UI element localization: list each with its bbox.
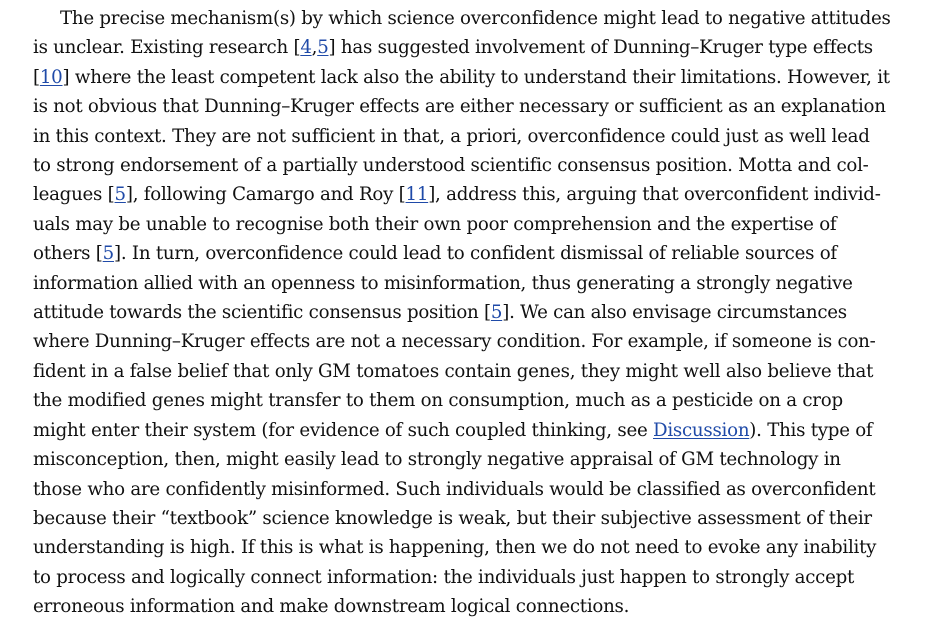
- text-run: others: [33, 243, 96, 265]
- citation-bracket: ]: [113, 243, 121, 265]
- citation-link-4[interactable]: 4: [300, 37, 312, 59]
- citation-bracket: [: [484, 302, 491, 324]
- text-line: [33, 4, 913, 33]
- text-run: has suggested involvement of Dunning–Kruger type effects: [335, 37, 873, 59]
- text-run: is not obvious that Dunning–Kruger effects are either necessary or sufficient as an explanation: [33, 96, 886, 118]
- citation-link-11[interactable]: 11: [405, 184, 429, 206]
- text-run: fident in a false belief that only GM tomatoes contain genes, they might well also believe that: [33, 360, 874, 382]
- citation-link-5[interactable]: 5: [317, 37, 329, 59]
- text-run: The precise mechanism(s) by which science overconfidence might lead to negative attitudes: [60, 8, 891, 29]
- text-line: [33, 592, 913, 621]
- citation-bracket: ]: [125, 184, 133, 206]
- citation-bracket: ,: [311, 37, 318, 59]
- text-run: . In turn, overconfidence could lead to confident dismissal of reliable sources of: [120, 243, 837, 265]
- text-run: is unclear. Existing research: [33, 37, 294, 59]
- body-paragraph: [33, 4, 913, 622]
- citation-link-5[interactable]: 5: [114, 184, 126, 206]
- text-run: because their “textbook” science knowledge is weak, but their subjective assessment of their: [33, 507, 872, 529]
- citation-bracket: [: [293, 37, 301, 59]
- text-line: [33, 416, 913, 445]
- text-line: [33, 327, 913, 356]
- text-line: [33, 33, 913, 62]
- text-line: [33, 533, 913, 562]
- text-line: [33, 445, 913, 474]
- text-run: , following Camargo and Roy: [132, 184, 399, 206]
- citation-bracket: [: [398, 184, 406, 206]
- text-run: misconception, then, might easily lead to strongly negative appraisal of GM technology in: [33, 449, 841, 471]
- citation-bracket: ]: [428, 184, 436, 206]
- text-line: [33, 269, 913, 298]
- citation-bracket: ]: [502, 302, 510, 324]
- text-run: in this context. They are not sufficient in that, a priori, overconfidence could just as well lead: [33, 125, 870, 147]
- text-run: those who are confidently misinformed. Such individuals would be classified as overconfident: [33, 478, 876, 500]
- text-line: [33, 122, 913, 151]
- text-run: attitude towards the scientific consensus position: [33, 302, 485, 324]
- text-run: information allied with an openness to misinformation, thus generating a strongly negative: [33, 272, 853, 294]
- text-line: [33, 92, 913, 121]
- text-line: [33, 504, 913, 533]
- text-line: [33, 357, 913, 386]
- text-line: [33, 386, 913, 415]
- citation-bracket: [: [95, 243, 103, 265]
- text-run: might enter their system (for evidence of such coupled thinking, see: [33, 419, 653, 441]
- citation-bracket: [: [33, 66, 40, 88]
- citation-link-5[interactable]: 5: [102, 243, 114, 265]
- text-line: [33, 298, 913, 327]
- text-line: [33, 475, 913, 504]
- text-line: [33, 210, 913, 239]
- text-run: leagues: [33, 184, 108, 206]
- text-run: ). This type of: [749, 419, 873, 441]
- text-run: where the least competent lack also the ability to understand their limitations. However, it: [69, 66, 890, 88]
- text-run: erroneous information and make downstream logical connections.: [33, 596, 630, 618]
- text-line: [33, 63, 913, 92]
- text-run: understanding is high. If this is what is happening, then we do not need to evoke any inability: [33, 537, 877, 559]
- text-run: where Dunning–Kruger effects are not a necessary condition. For example, if someone is con-: [33, 331, 876, 353]
- text-run: . We can also envisage circumstances: [509, 302, 847, 324]
- text-line: [33, 151, 913, 180]
- text-line: [33, 563, 913, 592]
- text-line: [33, 180, 913, 209]
- discussion-section-link[interactable]: Discussion: [653, 419, 750, 441]
- citation-bracket: ]: [328, 37, 336, 59]
- text-run: to strong endorsement of a partially understood scientific consensus position. Motta and col-: [33, 155, 869, 177]
- text-run: to process and logically connect information: the individuals just happen to strongly accept: [33, 566, 855, 588]
- text-line: [33, 239, 913, 268]
- citation-bracket: [: [107, 184, 115, 206]
- citation-bracket: ]: [62, 66, 70, 88]
- citation-link-10[interactable]: 10: [39, 66, 63, 88]
- text-run: uals may be unable to recognise both their own poor comprehension and the expertise of: [33, 213, 837, 235]
- text-run: the modified genes might transfer to them on consumption, much as a pesticide on a crop: [33, 390, 843, 412]
- text-run: , address this, arguing that overconfident individ-: [435, 184, 881, 206]
- citation-link-5[interactable]: 5: [490, 302, 503, 324]
